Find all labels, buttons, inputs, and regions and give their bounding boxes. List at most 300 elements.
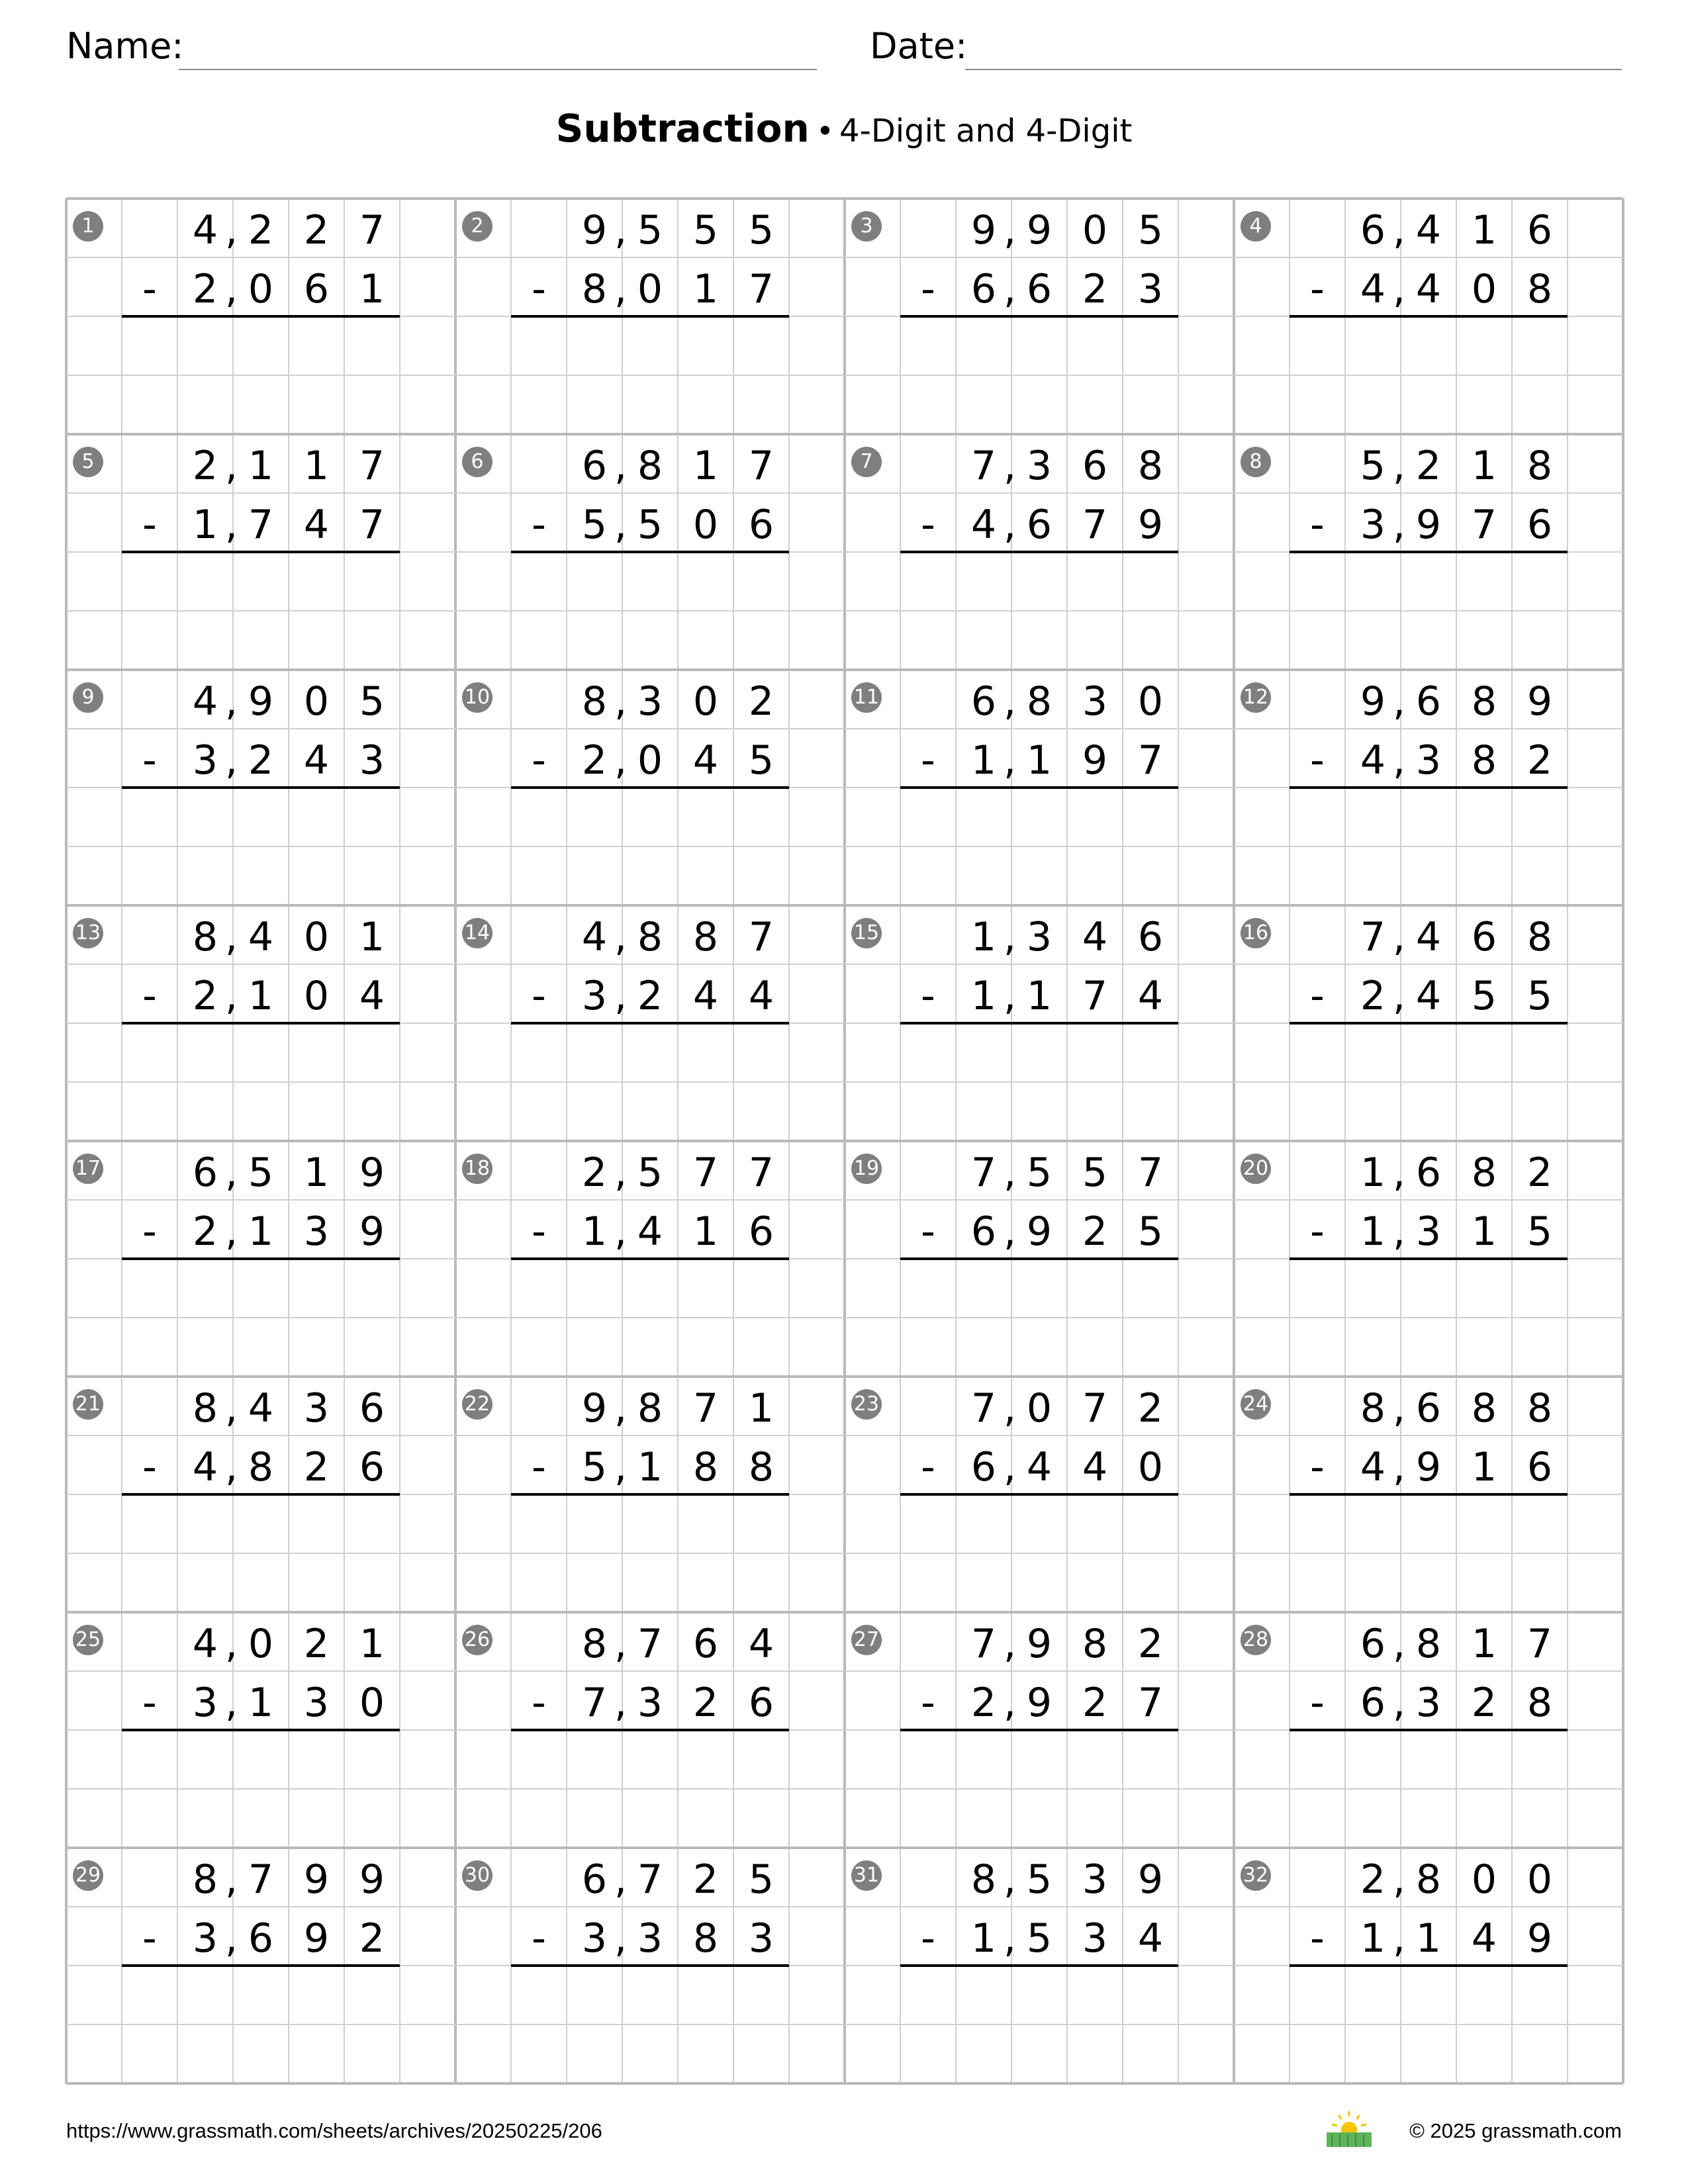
answer-area[interactable]	[177, 316, 400, 434]
minuend-digit: 4	[1415, 207, 1442, 253]
problem-21	[66, 1377, 455, 1612]
minuend-digit: 1	[1360, 1150, 1386, 1196]
minuend-digit: 8	[1415, 1856, 1442, 1903]
minuend-thousands-separator: ,	[225, 1385, 238, 1432]
subtrahend-thousands-separator: ,	[225, 1444, 238, 1490]
answer-area[interactable]	[177, 1023, 400, 1141]
minuend-digit: 8	[192, 1856, 218, 1903]
minus-sign: -	[142, 737, 157, 784]
problem-number-badge: 31	[851, 1860, 882, 1891]
minuend-digit: 7	[692, 1150, 719, 1196]
minuend-thousands-separator: ,	[614, 914, 628, 960]
answer-area[interactable]	[1345, 552, 1568, 670]
minuend-digit: 8	[1082, 1621, 1108, 1667]
problem-number-badge: 13	[73, 918, 103, 948]
subtrahend-thousands-separator: ,	[1393, 1444, 1406, 1490]
subtrahend-digit: 8	[748, 1444, 774, 1490]
minuend-digit: 9	[1526, 678, 1553, 725]
minuend-digit: 0	[1526, 1856, 1553, 1903]
subtrahend-thousands-separator: ,	[225, 1208, 238, 1255]
problem-10	[455, 670, 845, 905]
minuend-thousands-separator: ,	[225, 1856, 238, 1903]
footer-url: https://www.grassmath.com/sheets/archives/20250225/206	[66, 2119, 602, 2142]
minuend-digit: 9	[1137, 1856, 1164, 1903]
minuend-thousands-separator: ,	[614, 443, 628, 489]
problem-number-badge: 23	[851, 1389, 882, 1420]
minus-sign: -	[921, 266, 935, 312]
subtrahend-digit: 6	[1026, 266, 1053, 312]
minuend-digit: 6	[1471, 914, 1497, 960]
subtrahend-digit: 3	[192, 737, 218, 784]
minuend-thousands-separator: ,	[225, 914, 238, 960]
minuend-digit: 6	[581, 1856, 608, 1903]
answer-area[interactable]	[567, 788, 789, 905]
minuend-digit: 2	[1526, 1150, 1553, 1196]
minuend-thousands-separator: ,	[614, 1150, 628, 1196]
answer-area[interactable]	[956, 1966, 1178, 2083]
minus-sign: -	[142, 502, 157, 548]
subtrahend-thousands-separator: ,	[1393, 1680, 1406, 1726]
minuend-digit: 7	[692, 1385, 719, 1432]
problem-number-badge: 9	[73, 682, 103, 713]
minuend-digit: 6	[692, 1621, 719, 1667]
minus-sign: -	[142, 266, 157, 312]
minus-sign: -	[532, 1444, 546, 1490]
minuend-digit: 9	[359, 1150, 385, 1196]
minuend-digit: 8	[581, 678, 608, 725]
minuend-digit: 7	[970, 1385, 997, 1432]
minuend-digit: 3	[1026, 914, 1053, 960]
problem-20	[1234, 1141, 1623, 1377]
problem-5	[66, 434, 455, 670]
minuend-thousands-separator: ,	[614, 1621, 628, 1667]
minuend-digit: 3	[637, 678, 663, 725]
minuend-digit: 7	[748, 1150, 774, 1196]
problem-14	[455, 905, 845, 1141]
subtrahend-digit: 0	[248, 266, 274, 312]
problem-27	[845, 1612, 1234, 1848]
subtrahend-digit: 3	[1415, 1680, 1442, 1726]
subtrahend-digit: 0	[637, 266, 663, 312]
minuend-digit: 5	[637, 1150, 663, 1196]
minus-sign: -	[1310, 737, 1325, 784]
subtrahend-thousands-separator: ,	[225, 737, 238, 784]
minuend-digit: 1	[359, 914, 385, 960]
answer-area[interactable]	[1345, 1730, 1568, 1848]
subtrahend-digit: 3	[1082, 1915, 1108, 1962]
minuend-digit: 2	[303, 1621, 330, 1667]
minuend-digit: 9	[1026, 207, 1053, 253]
problem-number-badge: 20	[1241, 1154, 1271, 1184]
subtrahend-digit: 3	[359, 737, 385, 784]
subtrahend-thousands-separator: ,	[1004, 1915, 1017, 1962]
minuend-thousands-separator: ,	[225, 207, 238, 253]
minuend-digit: 6	[1526, 207, 1553, 253]
minuend-thousands-separator: ,	[1393, 678, 1406, 725]
subtrahend-thousands-separator: ,	[614, 266, 628, 312]
subtrahend-thousands-separator: ,	[614, 737, 628, 784]
minus-sign: -	[142, 973, 157, 1019]
subtrahend-digit: 4	[1137, 1915, 1164, 1962]
minuend-digit: 9	[248, 678, 274, 725]
subtrahend-digit: 7	[581, 1680, 608, 1726]
subtrahend-digit: 4	[1415, 266, 1442, 312]
subtrahend-digit: 1	[692, 266, 719, 312]
problem-8	[1234, 434, 1623, 670]
subtrahend-digit: 1	[1360, 1208, 1386, 1255]
problem-number-badge: 3	[851, 211, 882, 242]
minuend-digit: 7	[970, 1150, 997, 1196]
problem-12	[1234, 670, 1623, 905]
subtrahend-thousands-separator: ,	[1393, 737, 1406, 784]
minuend-digit: 8	[192, 914, 218, 960]
subtrahend-digit: 0	[303, 973, 330, 1019]
minuend-digit: 8	[637, 914, 663, 960]
minuend-digit: 8	[1471, 1385, 1497, 1432]
subtrahend-digit: 2	[692, 1680, 719, 1726]
answer-area[interactable]	[1345, 1966, 1568, 2083]
subtrahend-thousands-separator: ,	[1393, 1915, 1406, 1962]
subtrahend-thousands-separator: ,	[1004, 973, 1017, 1019]
answer-area[interactable]	[956, 1259, 1178, 1377]
minuend-digit: 7	[970, 1621, 997, 1667]
minus-sign: -	[142, 1444, 157, 1490]
minus-sign: -	[142, 1680, 157, 1726]
answer-area[interactable]	[1345, 316, 1568, 434]
minuend-digit: 8	[1526, 443, 1553, 489]
answer-area[interactable]	[567, 552, 789, 670]
minuend-digit: 9	[970, 207, 997, 253]
subtrahend-digit: 9	[1137, 502, 1164, 548]
subtrahend-thousands-separator: ,	[1393, 1208, 1406, 1255]
minuend-digit: 3	[1082, 678, 1108, 725]
answer-area[interactable]	[1345, 1023, 1568, 1141]
minuend-digit: 1	[303, 443, 330, 489]
answer-area[interactable]	[956, 788, 1178, 905]
subtrahend-digit: 4	[692, 973, 719, 1019]
problem-13	[66, 905, 455, 1141]
minuend-digit: 1	[970, 914, 997, 960]
subtrahend-thousands-separator: ,	[1004, 266, 1017, 312]
minuend-digit: 1	[248, 443, 274, 489]
minuend-digit: 2	[303, 207, 330, 253]
subtrahend-digit: 3	[1415, 737, 1442, 784]
minus-sign: -	[532, 1680, 546, 1726]
minus-sign: -	[532, 973, 546, 1019]
subtrahend-thousands-separator: ,	[614, 502, 628, 548]
subtrahend-digit: 9	[359, 1208, 385, 1255]
problem-number-badge: 24	[1241, 1389, 1271, 1420]
minuend-digit: 8	[192, 1385, 218, 1432]
minuend-thousands-separator: ,	[1004, 1150, 1017, 1196]
subtrahend-digit: 9	[303, 1915, 330, 1962]
answer-area[interactable]	[177, 1494, 400, 1612]
minuend-digit: 9	[581, 1385, 608, 1432]
answer-area[interactable]	[956, 1023, 1178, 1141]
problem-number-badge: 21	[73, 1389, 103, 1420]
minuend-digit: 1	[1471, 443, 1497, 489]
minus-sign: -	[921, 737, 935, 784]
subtrahend-digit: 4	[1360, 737, 1386, 784]
subtrahend-digit: 3	[1415, 1208, 1442, 1255]
minuend-digit: 5	[692, 207, 719, 253]
subtrahend-thousands-separator: ,	[225, 1915, 238, 1962]
problem-number-badge: 26	[462, 1625, 492, 1655]
minuend-digit: 0	[1137, 678, 1164, 725]
answer-area[interactable]	[567, 1023, 789, 1141]
problem-25	[66, 1612, 455, 1848]
minuend-digit: 8	[1526, 1385, 1553, 1432]
subtrahend-digit: 6	[970, 1444, 997, 1490]
subtrahend-digit: 2	[1471, 1680, 1497, 1726]
minuend-digit: 5	[359, 678, 385, 725]
subtrahend-digit: 4	[1471, 1915, 1497, 1962]
answer-area[interactable]	[177, 1730, 400, 1848]
problem-32	[1234, 1848, 1623, 2083]
problem-number-badge: 8	[1241, 447, 1271, 477]
problem-number-badge: 12	[1241, 682, 1271, 713]
title-main: Subtraction	[555, 106, 810, 151]
minuend-digit: 6	[1137, 914, 1164, 960]
minuend-thousands-separator: ,	[1393, 1150, 1406, 1196]
subtrahend-digit: 3	[1137, 266, 1164, 312]
minuend-digit: 6	[1415, 1150, 1442, 1196]
subtrahend-digit: 1	[692, 1208, 719, 1255]
problem-number-badge: 16	[1241, 918, 1271, 948]
subtrahend-digit: 8	[1526, 266, 1553, 312]
minuend-digit: 4	[1082, 914, 1108, 960]
minuend-digit: 1	[1471, 207, 1497, 253]
minuend-digit: 7	[1082, 1385, 1108, 1432]
subtrahend-digit: 2	[1082, 266, 1108, 312]
subtrahend-digit: 9	[1415, 502, 1442, 548]
subtrahend-digit: 1	[970, 1915, 997, 1962]
problem-number-badge: 19	[851, 1154, 882, 1184]
subtrahend-thousands-separator: ,	[614, 1680, 628, 1726]
minuend-digit: 7	[748, 914, 774, 960]
answer-area[interactable]	[567, 1966, 789, 2083]
subtrahend-digit: 4	[1360, 1444, 1386, 1490]
subtrahend-digit: 5	[1471, 973, 1497, 1019]
minuend-digit: 0	[1082, 207, 1108, 253]
minuend-digit: 4	[192, 207, 218, 253]
minuend-digit: 8	[1471, 1150, 1497, 1196]
minus-sign: -	[921, 1444, 935, 1490]
problem-number-badge: 22	[462, 1389, 492, 1420]
minuend-digit: 9	[303, 1856, 330, 1903]
minus-sign: -	[532, 1915, 546, 1962]
answer-area[interactable]	[177, 1259, 400, 1377]
subtrahend-digit: 5	[1526, 973, 1553, 1019]
minuend-thousands-separator: ,	[1393, 1385, 1406, 1432]
problem-number-badge: 1	[73, 211, 103, 242]
subtrahend-digit: 8	[1471, 737, 1497, 784]
minuend-digit: 1	[692, 443, 719, 489]
minuend-digit: 2	[1137, 1385, 1164, 1432]
subtrahend-digit: 0	[1471, 266, 1497, 312]
subtrahend-digit: 1	[192, 502, 218, 548]
minuend-thousands-separator: ,	[1004, 1621, 1017, 1667]
minuend-digit: 0	[303, 914, 330, 960]
minus-sign: -	[1310, 1208, 1325, 1255]
problem-18	[455, 1141, 845, 1377]
subtrahend-digit: 5	[1526, 1208, 1553, 1255]
subtrahend-digit: 1	[359, 266, 385, 312]
subtrahend-digit: 4	[1082, 1444, 1108, 1490]
answer-area[interactable]	[177, 788, 400, 905]
subtrahend-thousands-separator: ,	[1393, 502, 1406, 548]
minuend-digit: 5	[248, 1150, 274, 1196]
minuend-digit: 2	[692, 1856, 719, 1903]
minuend-digit: 5	[1026, 1150, 1053, 1196]
problem-number-badge: 10	[462, 682, 492, 713]
minuend-digit: 5	[748, 1856, 774, 1903]
minus-sign: -	[1310, 1444, 1325, 1490]
minuend-digit: 2	[1137, 1621, 1164, 1667]
problem-3	[845, 199, 1234, 434]
subtrahend-digit: 1	[1026, 737, 1053, 784]
subtrahend-digit: 6	[248, 1915, 274, 1962]
minuend-digit: 7	[359, 443, 385, 489]
minuend-digit: 6	[359, 1385, 385, 1432]
answer-area[interactable]	[567, 1259, 789, 1377]
answer-area[interactable]	[956, 316, 1178, 434]
subtrahend-digit: 3	[192, 1680, 218, 1726]
subtrahend-digit: 7	[1082, 973, 1108, 1019]
minuend-thousands-separator: ,	[1393, 443, 1406, 489]
problem-number-badge: 6	[462, 447, 492, 477]
minuend-digit: 3	[303, 1385, 330, 1432]
minus-sign: -	[921, 502, 935, 548]
answer-area[interactable]	[956, 1494, 1178, 1612]
minuend-thousands-separator: ,	[614, 1856, 628, 1903]
minuend-thousands-separator: ,	[225, 1150, 238, 1196]
subtrahend-digit: 2	[303, 1444, 330, 1490]
answer-area[interactable]	[567, 316, 789, 434]
grass-sun-logo-icon	[1324, 2109, 1374, 2148]
subtrahend-thousands-separator: ,	[225, 266, 238, 312]
minuend-digit: 8	[970, 1856, 997, 1903]
minuend-thousands-separator: ,	[225, 443, 238, 489]
subtrahend-digit: 4	[692, 737, 719, 784]
minuend-digit: 8	[692, 914, 719, 960]
minuend-thousands-separator: ,	[1393, 1856, 1406, 1903]
problem-26	[455, 1612, 845, 1848]
subtrahend-thousands-separator: ,	[614, 1208, 628, 1255]
subtrahend-digit: 2	[1082, 1208, 1108, 1255]
problem-number-badge: 28	[1241, 1625, 1271, 1655]
minuend-digit: 6	[1415, 678, 1442, 725]
subtrahend-digit: 8	[581, 266, 608, 312]
subtrahend-digit: 7	[1137, 737, 1164, 784]
minuend-digit: 8	[1415, 1621, 1442, 1667]
minuend-digit: 0	[692, 678, 719, 725]
subtrahend-digit: 1	[1026, 973, 1053, 1019]
subtrahend-digit: 6	[1526, 1444, 1553, 1490]
answer-area[interactable]	[1345, 1259, 1568, 1377]
minus-sign: -	[532, 1208, 546, 1255]
minuend-digit: 5	[1026, 1856, 1053, 1903]
subtrahend-digit: 2	[1526, 737, 1553, 784]
minuend-thousands-separator: ,	[1004, 1385, 1017, 1432]
minuend-digit: 8	[1526, 914, 1553, 960]
problem-22	[455, 1377, 845, 1612]
problem-number-badge: 17	[73, 1154, 103, 1184]
answer-area[interactable]	[956, 552, 1178, 670]
minuend-digit: 7	[970, 443, 997, 489]
subtrahend-digit: 8	[692, 1915, 719, 1962]
subtrahend-digit: 6	[970, 1208, 997, 1255]
answer-area[interactable]	[567, 1730, 789, 1848]
subtrahend-digit: 4	[1137, 973, 1164, 1019]
answer-area[interactable]	[177, 1966, 400, 2083]
subtrahend-digit: 1	[248, 973, 274, 1019]
subtrahend-digit: 2	[192, 973, 218, 1019]
minus-sign: -	[1310, 1680, 1325, 1726]
minuend-digit: 1	[748, 1385, 774, 1432]
problem-number-badge: 7	[851, 447, 882, 477]
subtrahend-digit: 0	[359, 1680, 385, 1726]
subtrahend-digit: 2	[248, 737, 274, 784]
answer-area[interactable]	[1345, 788, 1568, 905]
minuend-digit: 8	[1026, 678, 1053, 725]
title-separator: •	[816, 113, 834, 149]
minuend-digit: 4	[581, 914, 608, 960]
subtrahend-thousands-separator: ,	[225, 1680, 238, 1726]
subtrahend-digit: 6	[1526, 502, 1553, 548]
subtrahend-digit: 1	[1471, 1444, 1497, 1490]
minuend-digit: 0	[1471, 1856, 1497, 1903]
minuend-thousands-separator: ,	[1004, 207, 1017, 253]
problem-number-badge: 32	[1241, 1860, 1271, 1891]
answer-area[interactable]	[1345, 1494, 1568, 1612]
answer-area[interactable]	[177, 552, 400, 670]
minus-sign: -	[921, 1680, 935, 1726]
minuend-thousands-separator: ,	[1004, 1856, 1017, 1903]
minus-sign: -	[532, 266, 546, 312]
minus-sign: -	[142, 1915, 157, 1962]
problem-30	[455, 1848, 845, 2083]
minuend-digit: 2	[1360, 1856, 1386, 1903]
minus-sign: -	[921, 1915, 935, 1962]
problem-23	[845, 1377, 1234, 1612]
problem-number-badge: 2	[462, 211, 492, 242]
minuend-digit: 8	[637, 443, 663, 489]
subtrahend-digit: 8	[692, 1444, 719, 1490]
minuend-digit: 1	[303, 1150, 330, 1196]
problem-number-badge: 11	[851, 682, 882, 713]
subtrahend-digit: 3	[192, 1915, 218, 1962]
subtrahend-digit: 1	[248, 1680, 274, 1726]
minuend-digit: 6	[581, 443, 608, 489]
subtrahend-digit: 3	[303, 1208, 330, 1255]
minuend-digit: 7	[637, 1621, 663, 1667]
subtrahend-digit: 1	[1360, 1915, 1386, 1962]
minus-sign: -	[1310, 1915, 1325, 1962]
subtrahend-thousands-separator: ,	[1004, 1444, 1017, 1490]
subtrahend-digit: 1	[1415, 1915, 1442, 1962]
subtrahend-digit: 2	[359, 1915, 385, 1962]
minuend-digit: 9	[581, 207, 608, 253]
minuend-digit: 6	[1360, 207, 1386, 253]
problem-31	[845, 1848, 1234, 2083]
answer-area[interactable]	[956, 1730, 1178, 1848]
answer-area[interactable]	[567, 1494, 789, 1612]
subtrahend-digit: 4	[637, 1208, 663, 1255]
problem-29	[66, 1848, 455, 2083]
minuend-digit: 4	[192, 1621, 218, 1667]
subtrahend-digit: 7	[1082, 502, 1108, 548]
